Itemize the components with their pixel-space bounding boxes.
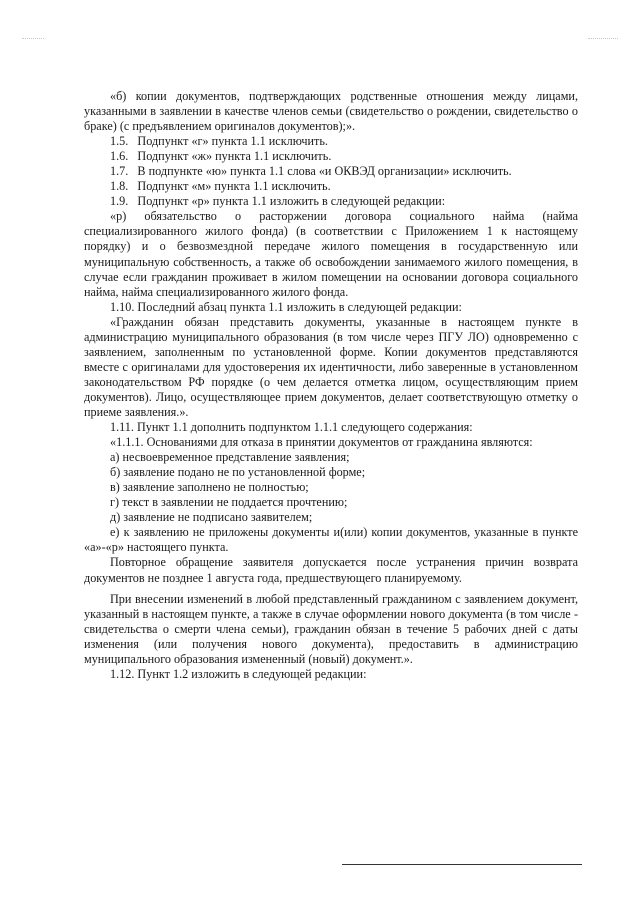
list-item-e: е) к заявлению не приложены документы и(или) копии документов, указанные в пункте «а»-«р» настоящего пункта. [84,525,578,555]
list-item-a: а) несвоевременное представление заявления; [110,450,350,465]
paragraph-1-7: 1.7. В подпункте «ю» пункта 1.1 слова «и ОКВЭД организации» исключить. [110,164,512,179]
paragraph-repeat-request: Повторное обращение заявителя допускается после устранения причин возврата документов не позднее 1 августа года, предшествующего планируемому. [84,555,578,585]
paragraph-1-5: 1.5. Подпункт «г» пункта 1.1 исключить. [110,134,328,149]
scan-artifact-right [588,38,618,43]
paragraph-r-obligation: «р) обязательство о расторжении договора социального найма (найма специализированного жилого фонда) (в соответствии с Приложением 1 к настоящему порядку) и о безвозмездной передаче жилого помещения в государственную или муниципальную собственность, а также об освобождении занимаемого жилого помещения, в случае если гражданин проживает в жилом помещении на основании договора социального найма, найма специализированного жилого фонда. [84,209,578,299]
list-item-b: б) заявление подано не по установленной форме; [110,465,366,480]
paragraph-b-copies: «б) копии документов, подтверждающих родственные отношения между лицами, указанными в заявлении в качестве членов семьи (свидетельство о рождении, свидетельство о браке) (с предъявлением оригиналов документов);». [84,89,578,134]
paragraph-1-8: 1.8. Подпункт «м» пункта 1.1 исключить. [110,179,331,194]
list-item-d: д) заявление не подписано заявителем; [110,510,313,525]
paragraph-changes-obligation: При внесении изменений в любой представленный гражданином с заявлением документ, указанный в настоящем пункте, а также в случае оформлении нового документа (в том числе - свидетельства о смерти члена семьи), гражданин обязан в течение 5 рабочих дней с даты изменения (или получения нового документа), предоставить в администрацию муниципального образования измененный (новый) документ.». [84,591,578,666]
list-item-v: в) заявление заполнено не полностью; [110,480,309,495]
paragraph-1-10: 1.10. Последний абзац пункта 1.1 изложить в следующей редакции: [110,299,462,314]
footnote-divider [342,864,582,865]
paragraph-1-12: 1.12. Пункт 1.2 изложить в следующей редакции: [110,666,367,681]
list-item-g: г) текст в заявлении не поддается прочтению; [110,495,348,510]
paragraph-1-11: 1.11. Пункт 1.1 дополнить подпунктом 1.1.1 следующего содержания: [110,420,473,435]
document-body [84,89,578,682]
scan-artifact-left [22,38,44,43]
paragraph-citizen-obliged: «Гражданин обязан представить документы, указанные в настоящем пункте в администрацию муниципального образования (в том числе через ПГУ ЛО) одновременно с заявлением, заполненным по установленной форме. Копии документов представляются вместе с оригиналами для удостоверения их идентичности, либо заверенные в установленном законодательством РФ порядке (о чем делается отметка лицом, осуществляющим прием документов). Лицо, осуществляющее прием документов, делает соответствующую отметку о приеме заявления.». [84,314,578,419]
paragraph-1-1-1-grounds: «1.1.1. Основаниями для отказа в принятии документов от гражданина являются: [110,435,533,450]
paragraph-1-9: 1.9. Подпункт «р» пункта 1.1 изложить в следующей редакции: [110,194,446,209]
paragraph-1-6: 1.6. Подпункт «ж» пункта 1.1 исключить. [110,149,332,164]
